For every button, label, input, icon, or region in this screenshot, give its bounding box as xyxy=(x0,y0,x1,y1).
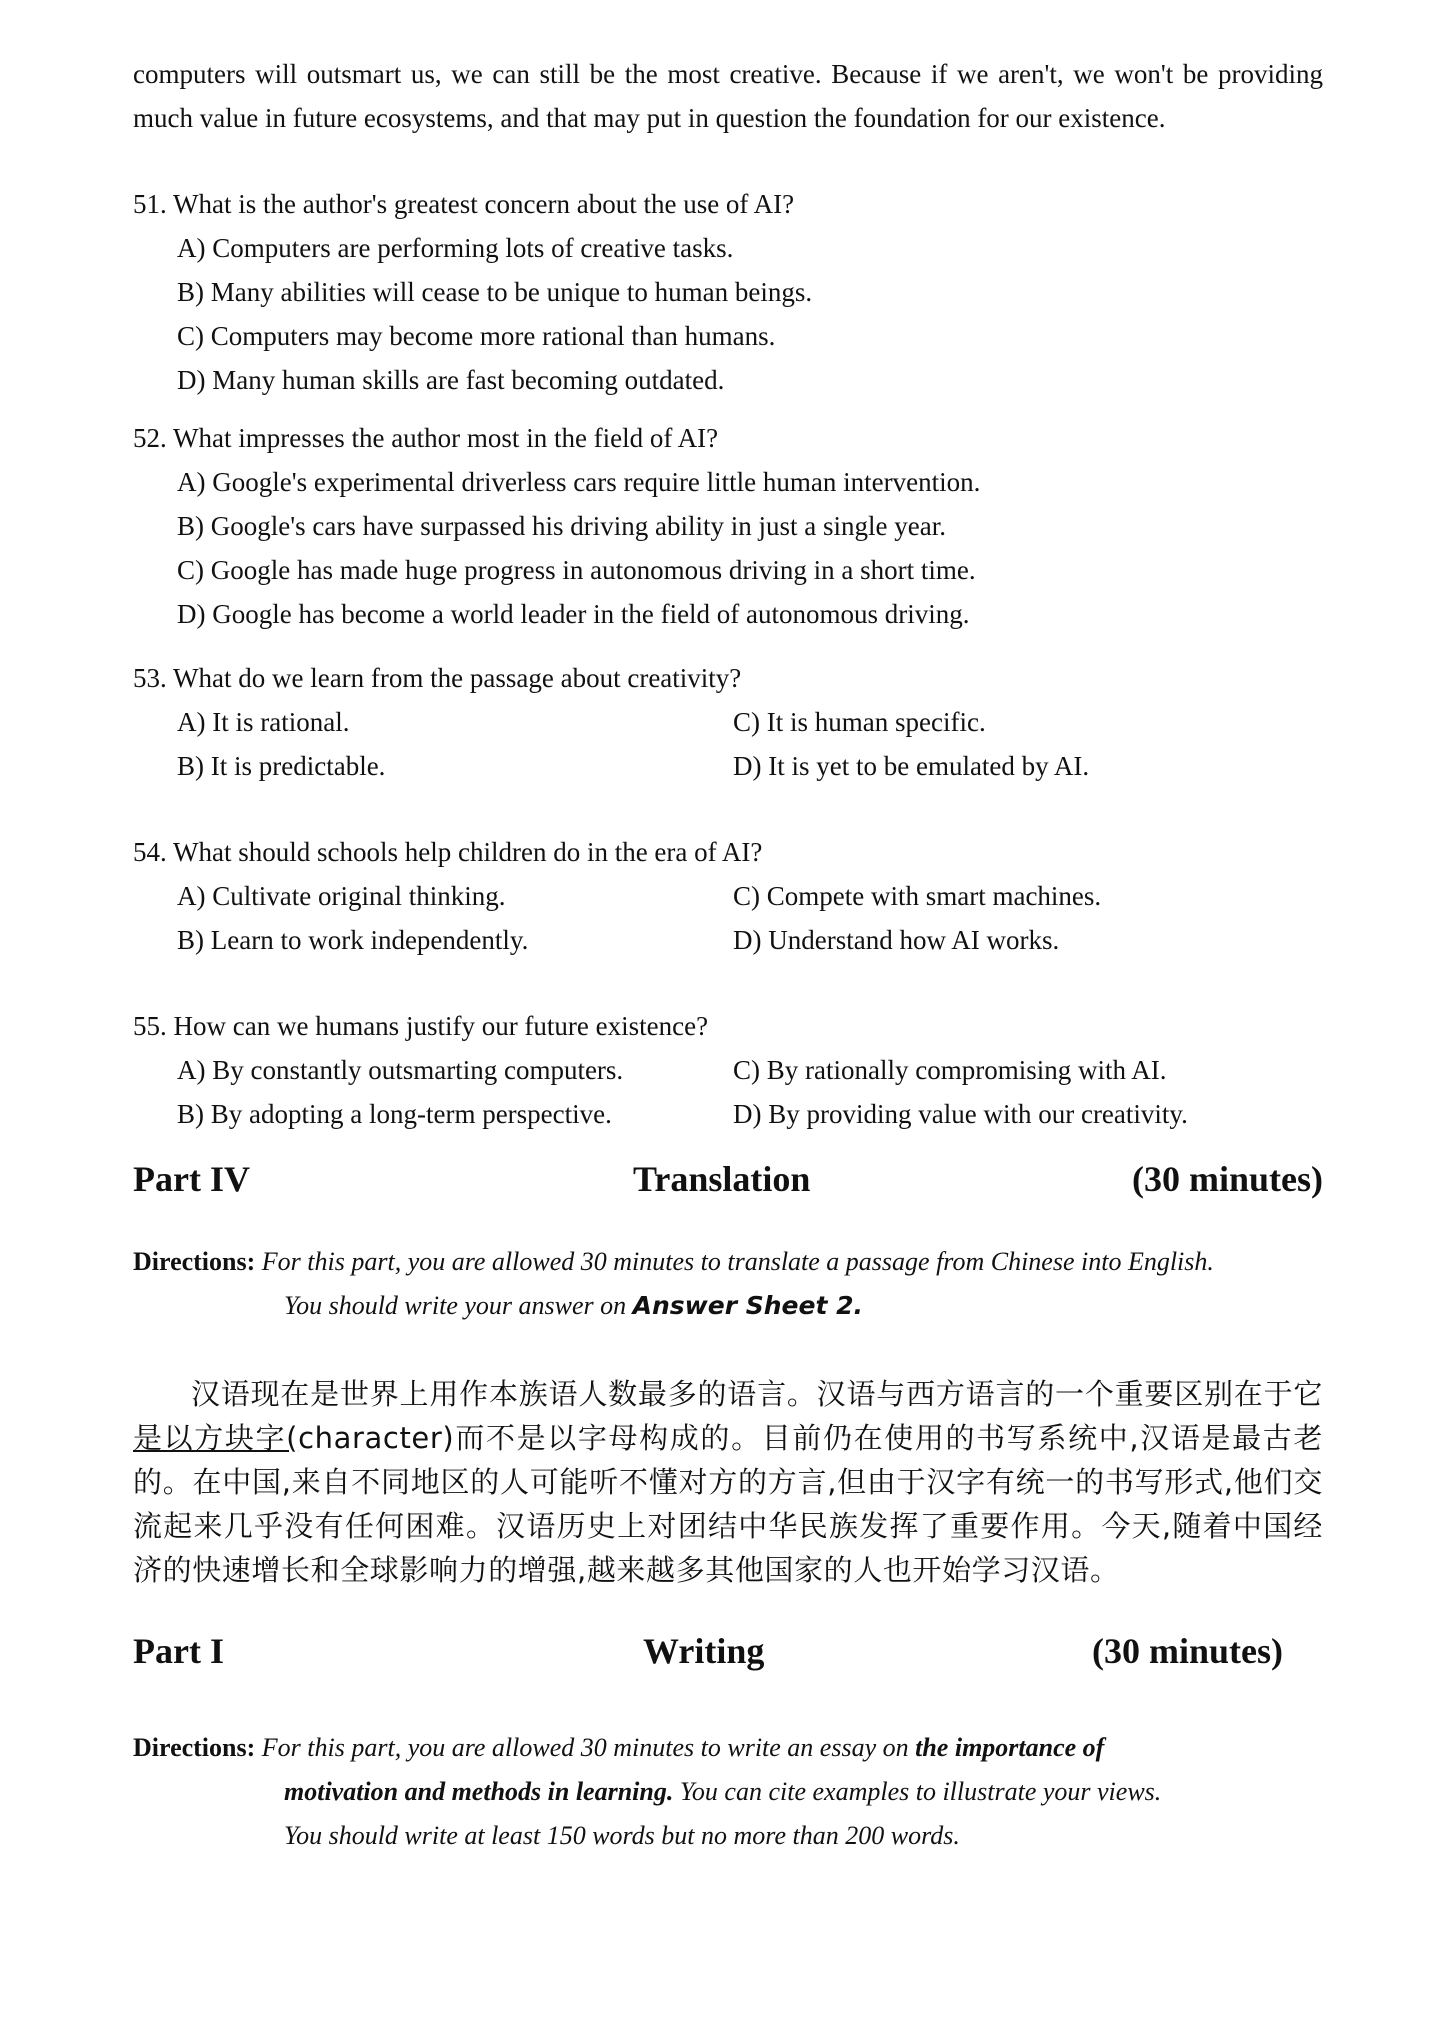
part-time: (30 minutes) xyxy=(1092,1631,1283,1671)
part-label: Part IV xyxy=(133,1159,250,1199)
passage-conclusion: computers will outsmart us, we can still be the most creative. Because if we aren't, we won't be providing much value in future ecosystems, and that may put in question the foundation for our existence. xyxy=(133,59,1323,133)
question-stem: 51. What is the author's greatest concern about the use of AI? xyxy=(133,189,795,219)
option-b[interactable]: B) It is predictable. xyxy=(177,751,386,781)
part-iv-header xyxy=(133,1158,1323,1208)
question-54 xyxy=(133,830,1333,962)
question-stem: 55. How can we humans justify our future existence? xyxy=(133,1011,709,1041)
directions-line-2: You can cite examples to illustrate your views. xyxy=(679,1777,1162,1806)
part-label: Part I xyxy=(133,1631,224,1671)
part-title: Writing xyxy=(643,1631,765,1671)
part-i-header xyxy=(133,1630,1283,1680)
passage-text-1: 汉语现在是世界上用作本族语人数最多的语言。汉语与西方语言的一个重要区别在于它 xyxy=(191,1377,1323,1411)
option-a[interactable]: A) It is rational. xyxy=(177,707,350,737)
option-c[interactable]: C) By rationally compromising with AI. xyxy=(733,1055,1167,1085)
option-d[interactable]: D) It is yet to be emulated by AI. xyxy=(733,751,1090,781)
option-a[interactable]: A) By constantly outsmarting computers. xyxy=(177,1055,624,1085)
passage-underlined: 是以方块字( xyxy=(133,1421,299,1455)
option-c[interactable]: C) Google has made huge progress in autonomous driving in a short time. xyxy=(177,555,976,585)
option-a[interactable]: A) Google's experimental driverless cars require little human intervention. xyxy=(177,467,981,497)
option-d[interactable]: D) Understand how AI works. xyxy=(733,925,1060,955)
option-b[interactable]: B) Many abilities will cease to be unique to human beings. xyxy=(177,277,813,307)
directions-line-3: You should write at least 150 words but no more than 200 words. xyxy=(284,1821,960,1850)
answer-sheet-ref: Answer Sheet 2. xyxy=(632,1291,864,1320)
directions-label: Directions: xyxy=(133,1733,256,1762)
question-52 xyxy=(133,416,1333,636)
option-d[interactable]: D) Many human skills are fast becoming outdated. xyxy=(177,365,725,395)
question-51 xyxy=(133,182,1333,402)
option-grid xyxy=(133,1048,1333,1136)
essay-topic-1: the importance of xyxy=(915,1733,1105,1762)
part-time: (30 minutes) xyxy=(1132,1159,1323,1199)
directions-label: Directions: xyxy=(133,1247,256,1276)
directions-line-1: For this part, you are allowed 30 minutes to write an essay on xyxy=(261,1733,909,1762)
option-d[interactable]: D) Google has become a world leader in the field of autonomous driving. xyxy=(177,599,970,629)
translation-passage xyxy=(133,1372,1323,1592)
passage-text-2: character)而不是以字母构成的。目前仍在使用的书写系统中,汉语是最古老的。在中国,来自不同地区的人可能听不懂对方的方言,但由于汉字有统一的书写形式,他们交流起来几乎没有任何困难。汉语历史上对团结中华民族发挥了重要作用。今天,随着中国经济的快速增长和全球影响力的增强,越来越多其他国家的人也开始学习汉语。 xyxy=(133,1421,1323,1587)
option-c[interactable]: C) It is human specific. xyxy=(733,707,986,737)
option-grid xyxy=(133,874,1333,962)
translation-directions xyxy=(133,1240,1323,1328)
option-grid xyxy=(133,700,1333,788)
option-c[interactable]: C) Computers may become more rational than humans. xyxy=(177,321,776,351)
option-a[interactable]: A) Cultivate original thinking. xyxy=(177,881,506,911)
question-stem: 53. What do we learn from the passage about creativity? xyxy=(133,663,742,693)
option-b[interactable]: B) By adopting a long-term perspective. xyxy=(177,1099,612,1129)
directions-line-1: For this part, you are allowed 30 minutes to translate a passage from Chinese into English. xyxy=(261,1247,1214,1276)
option-a[interactable]: A) Computers are performing lots of creative tasks. xyxy=(177,233,734,263)
option-c[interactable]: C) Compete with smart machines. xyxy=(733,881,1102,911)
option-b[interactable]: B) Google's cars have surpassed his driving ability in just a single year. xyxy=(177,511,946,541)
option-d[interactable]: D) By providing value with our creativity. xyxy=(733,1099,1188,1129)
question-stem: 52. What impresses the author most in the field of AI? xyxy=(133,423,719,453)
question-53 xyxy=(133,656,1333,788)
directions-line-2: You should write your answer on xyxy=(284,1291,627,1320)
writing-directions xyxy=(133,1726,1323,1858)
question-55 xyxy=(133,1004,1333,1136)
question-stem: 54. What should schools help children do in the era of AI? xyxy=(133,837,763,867)
part-title: Translation xyxy=(633,1159,811,1199)
option-b[interactable]: B) Learn to work independently. xyxy=(177,925,529,955)
essay-topic-2: motivation and methods in learning. xyxy=(284,1777,674,1806)
